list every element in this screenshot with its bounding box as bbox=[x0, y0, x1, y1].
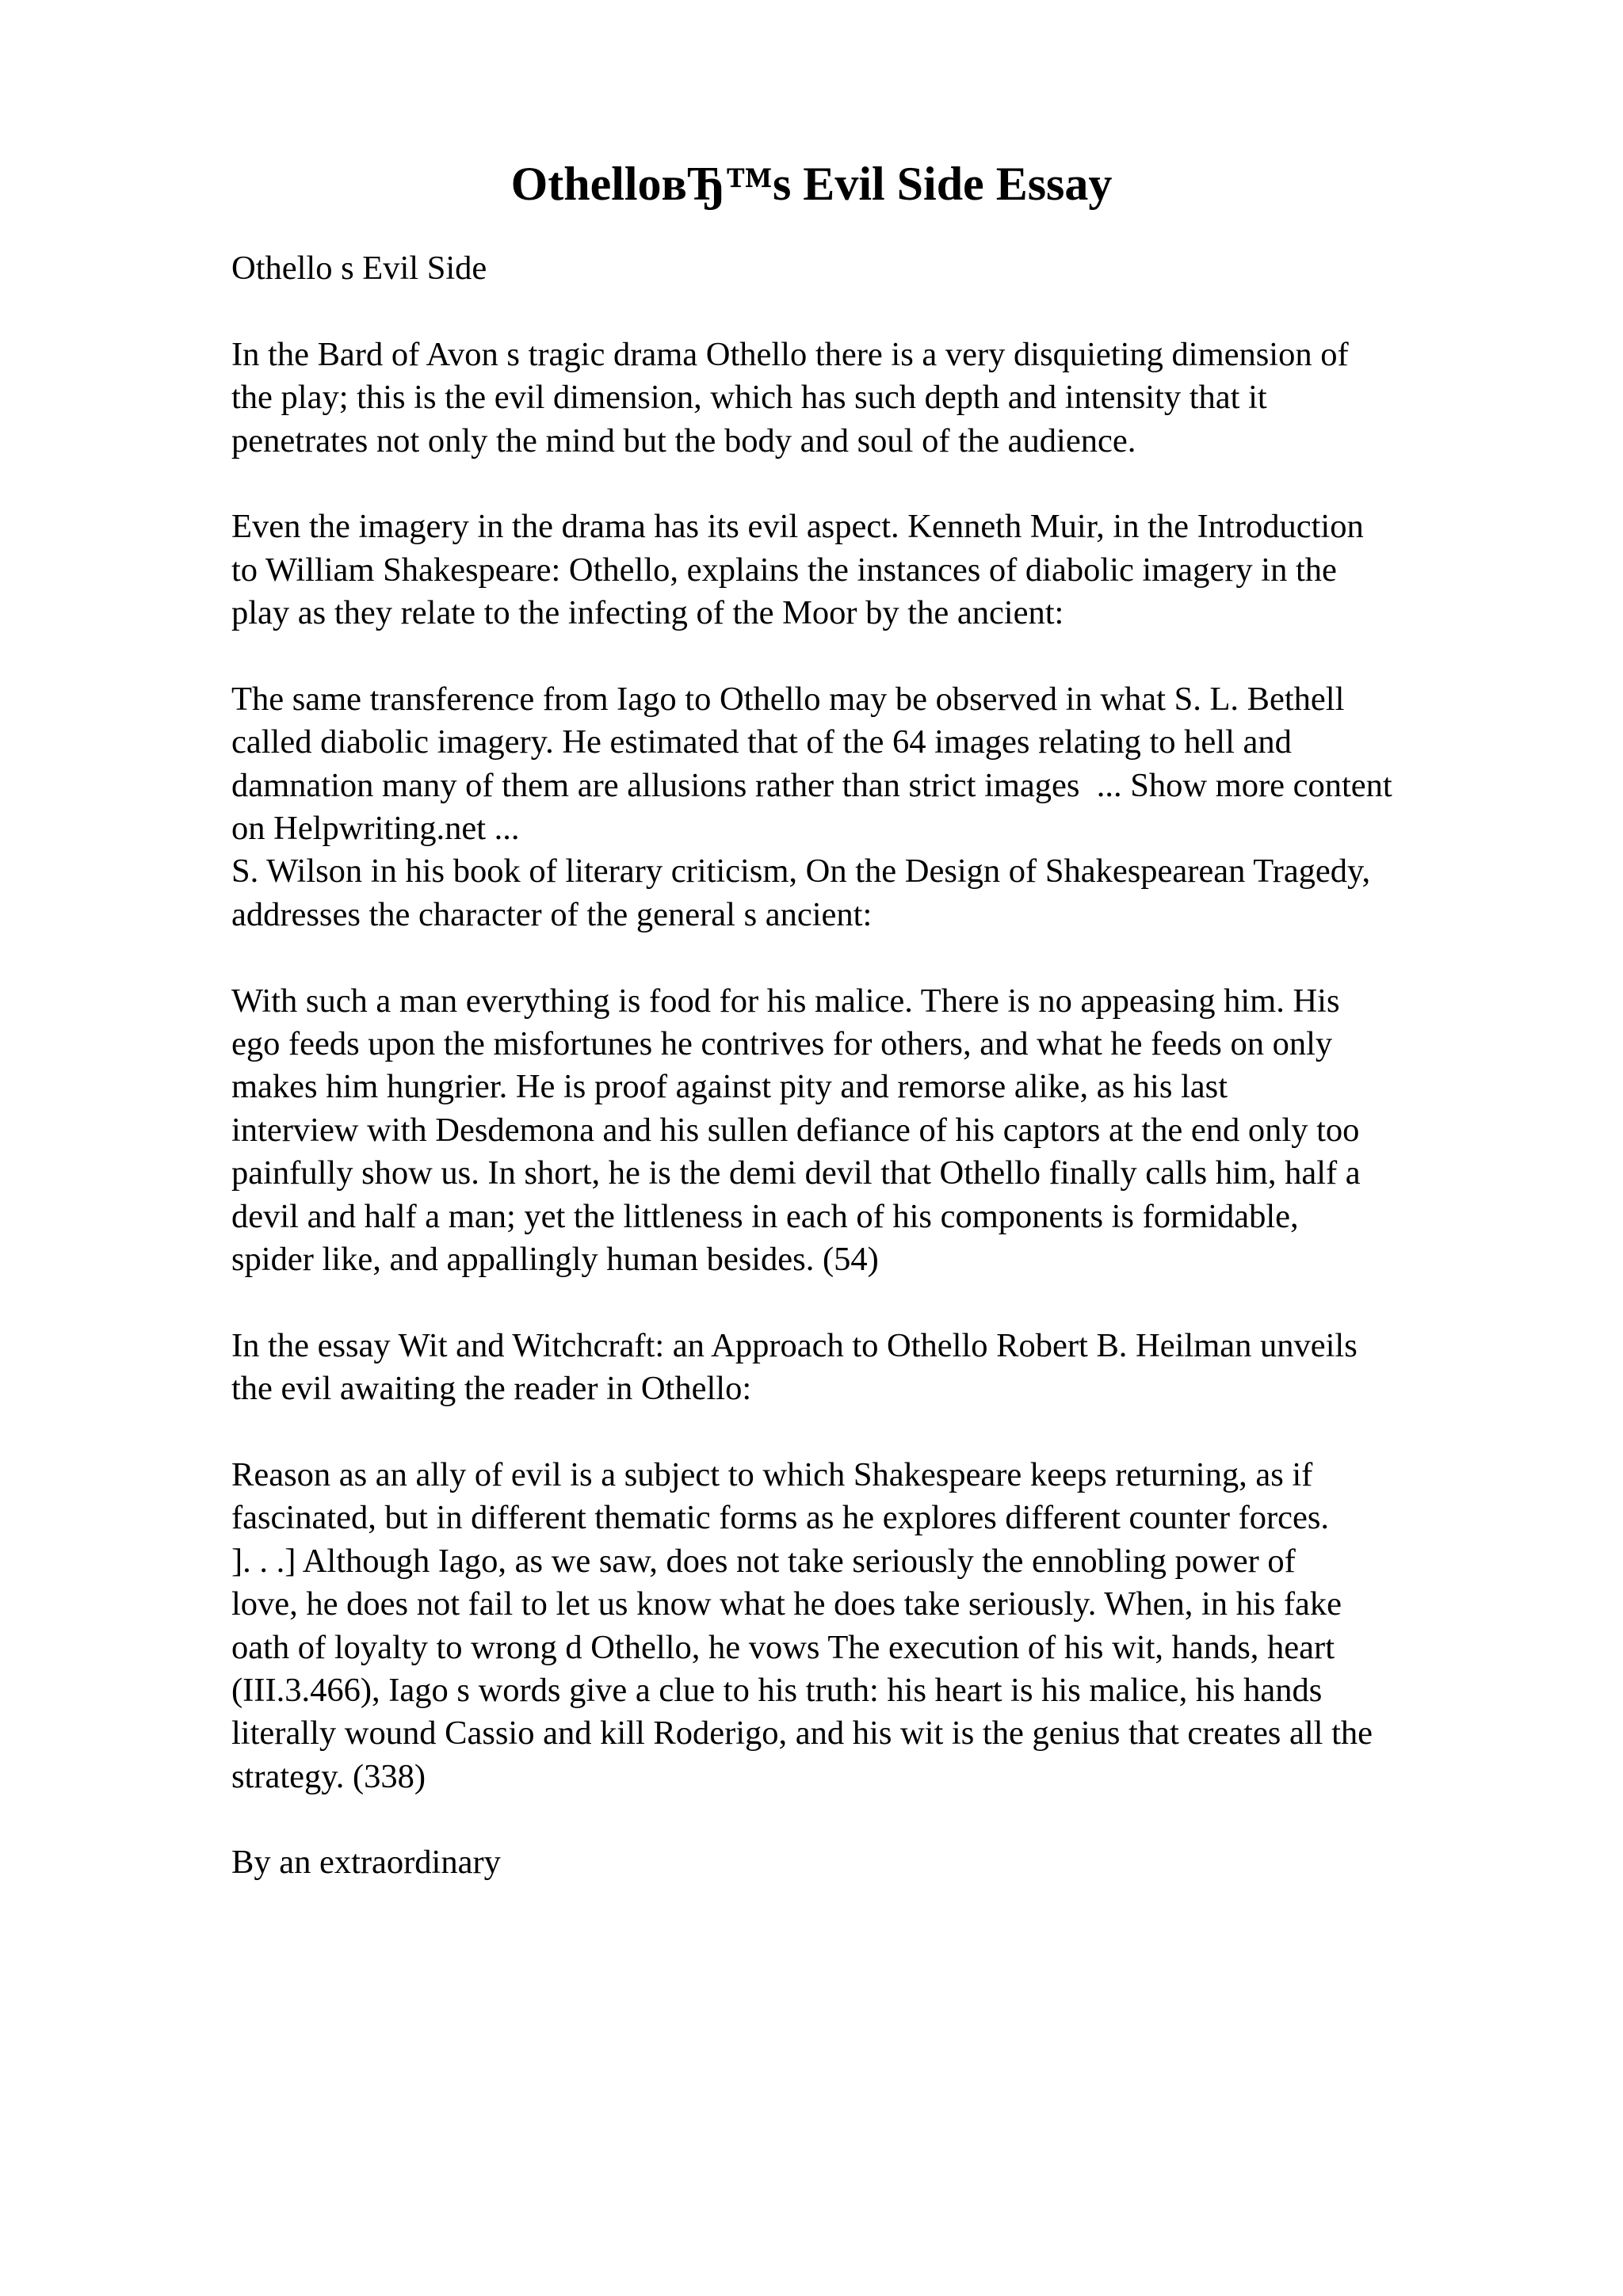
text-line: literally wound Cassio and kill Roderigo, and his wit is the genius that creates all the bbox=[231, 1714, 1373, 1753]
text-line: ego feeds upon the misfortunes he contrives for others, and what he feeds on only bbox=[231, 1025, 1333, 1063]
text-line: painfully show us. In short, he is the demi devil that Othello finally calls him, half a bbox=[231, 1154, 1361, 1192]
text-line: In the essay Wit and Witchcraft: an Approach to Othello Robert B. Heilman unveils bbox=[231, 1326, 1358, 1364]
text-line: ]. . .] Although Iago, as we saw, does not take seriously the ennobling power of bbox=[231, 1542, 1296, 1580]
paragraph bbox=[231, 1454, 1531, 1798]
text-line: fascinated, but in different thematic forms as he explores different counter forces. bbox=[231, 1499, 1330, 1537]
text-line: addresses the character of the general s ancient: bbox=[231, 895, 873, 933]
text-line: strategy. (338) bbox=[231, 1757, 426, 1795]
text-line: oath of loyalty to wrong d Othello, he vows The execution of his wit, hands, heart bbox=[231, 1628, 1335, 1666]
document-body bbox=[231, 247, 1531, 1885]
text-line: makes him hungrier. He is proof against pity and remorse alike, as his last bbox=[231, 1068, 1228, 1106]
text-line: play as they relate to the infecting of the Moor by the ancient: bbox=[231, 594, 1064, 632]
text-line: (III.3.466), Iago s words give a clue to his truth: his heart is his malice, his hands bbox=[231, 1671, 1323, 1709]
paragraph bbox=[231, 980, 1531, 1282]
text-line: spider like, and appallingly human besides. (54) bbox=[231, 1240, 879, 1278]
paragraph bbox=[231, 505, 1531, 635]
text-line: The same transference from Iago to Othello may be observed in what S. L. Bethell bbox=[231, 680, 1345, 718]
text-line: interview with Desdemona and his sullen defiance of his captors at the end only too bbox=[231, 1111, 1360, 1149]
paragraph bbox=[231, 1841, 1531, 1884]
text-line: the play; this is the evil dimension, which has such depth and intensity that it bbox=[231, 379, 1267, 417]
subtitle: Othello s Evil Side bbox=[231, 250, 487, 287]
text-line: With such a man everything is food for his malice. There is no appeasing him. His bbox=[231, 982, 1340, 1020]
paragraph-gap bbox=[231, 936, 1531, 979]
paragraph bbox=[231, 1325, 1531, 1411]
document-title: OthelloвЂ™s Evil Side Essay bbox=[510, 158, 1113, 210]
text-line: the evil awaiting the reader in Othello: bbox=[231, 1370, 752, 1408]
text-line: S. Wilson in his book of literary criticism, On the Design of Shakespearean Tragedy, bbox=[231, 852, 1371, 891]
paragraph-gap bbox=[231, 635, 1531, 678]
paragraph-gap bbox=[231, 290, 1531, 333]
text-line: Reason as an ally of evil is a subject to which Shakespeare keeps returning, as if bbox=[231, 1455, 1313, 1493]
text-line: By an extraordinary bbox=[231, 1844, 501, 1882]
text-line: Even the imagery in the drama has its evil aspect. Kenneth Muir, in the Introduction bbox=[231, 508, 1364, 546]
text-line: love, he does not fail to let us know what he does take seriously. When, in his fake bbox=[231, 1585, 1342, 1623]
text-line: to William Shakespeare: Othello, explains the instances of diabolic imagery in the bbox=[231, 551, 1337, 589]
text-line: penetrates not only the mind but the body and soul of the audience. bbox=[231, 421, 1136, 460]
paragraph-gap bbox=[231, 1798, 1531, 1841]
paragraph bbox=[231, 678, 1531, 936]
text-line: on Helpwriting.net ... bbox=[231, 810, 520, 848]
paragraph-gap bbox=[231, 463, 1531, 505]
text-line: In the Bard of Avon s tragic drama Othello there is a very disquieting dimension of bbox=[231, 335, 1349, 373]
paragraph bbox=[231, 334, 1531, 463]
text-line: called diabolic imagery. He estimated that of the 64 images relating to hell and bbox=[231, 723, 1292, 761]
text-line: devil and half a man; yet the littleness in each of his components is formidable, bbox=[231, 1197, 1299, 1235]
text-line: damnation many of them are allusions rather than strict images ... Show more content bbox=[231, 766, 1392, 804]
paragraph-gap bbox=[231, 1411, 1531, 1454]
paragraph-gap bbox=[231, 1281, 1531, 1324]
